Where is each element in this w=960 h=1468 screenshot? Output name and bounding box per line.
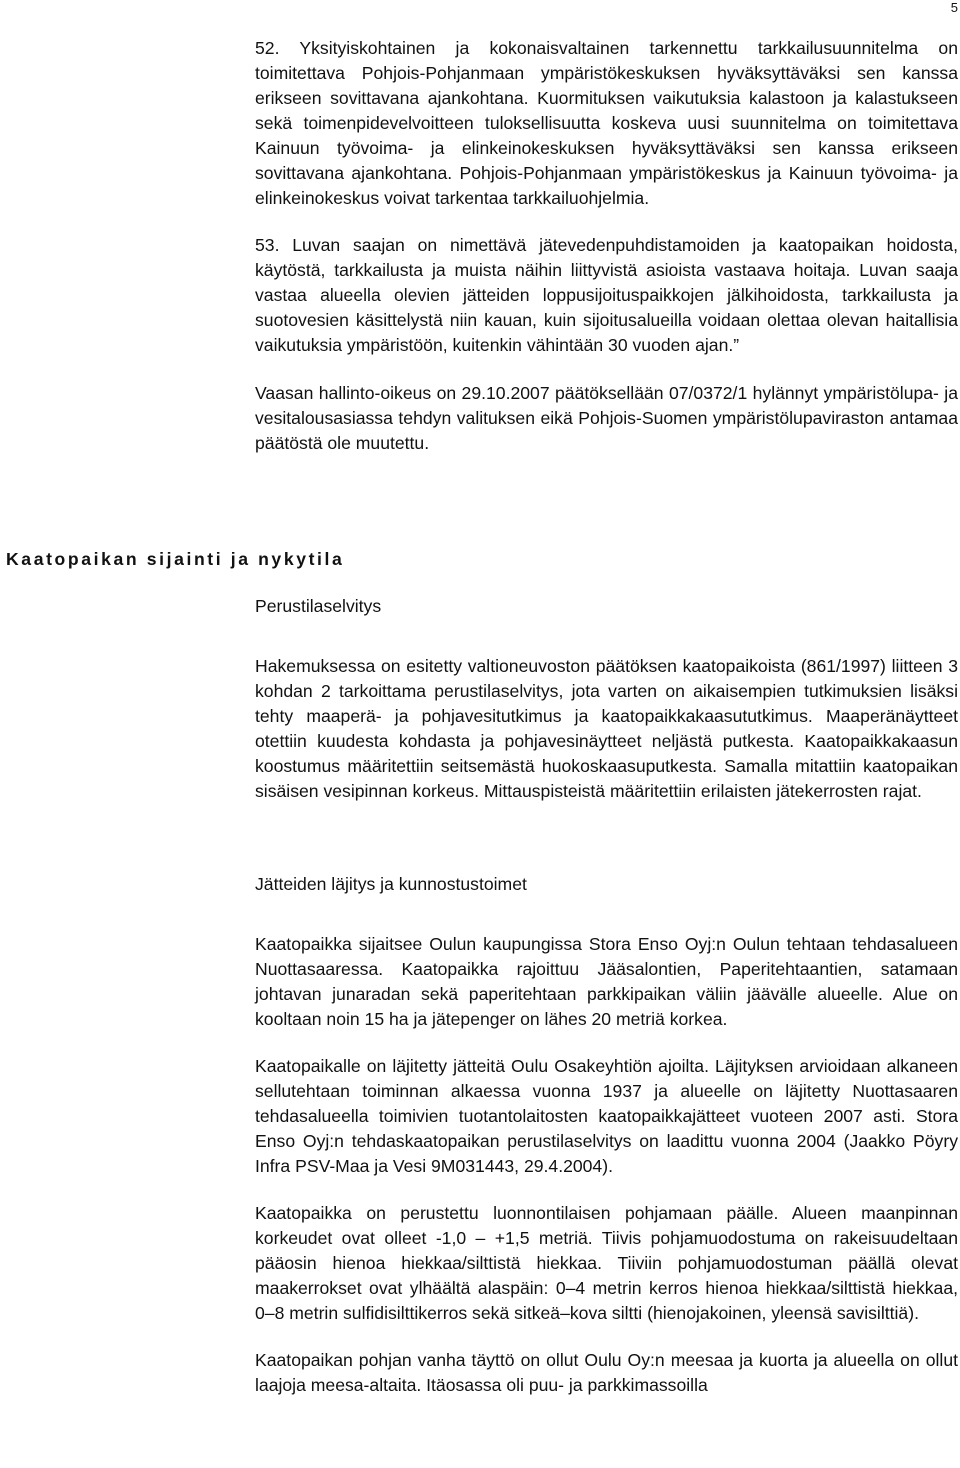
paragraph-fill: Kaatopaikan pohjan vanha täyttö on ollut Oulu Oy:n meesaa ja kuorta ja alueella on ollut laajoja meesa-altaita. Itäosassa oli puu- ja parkkimassoilla: [255, 1350, 958, 1395]
page-number: 5: [950, 0, 958, 15]
paragraph-history: Kaatopaikalle on läjitetty jätteitä Oulu Osakeyhtiön ajoilta. Läjityksen arvioidaan alkaneen sellutehtaan toiminnan alkaessa vuonna 1937 ja alueelle on läjitetty Nuottasaaren tehdasalueella toimivien tuotantolaitosten kaatopaikkajätteet vuoteen 2007 asti. Stora Enso Oyj:n tehdaskaatopaikan perustilaselvitys on laadittu vuonna 2004 (Jaakko Pöyry Infra PSV-Maa ja Vesi 9M031443, 29.4.2004).: [255, 1056, 958, 1176]
paragraph-soil: Kaatopaikka on perustettu luonnontilaisen pohjamaan päälle. Alueen maanpinnan korkeudet ovat olleet -1,0 – +1,5 metriä. Tiivis pohjamuodostuma on rakeisuudeltaan pääosin hienoa hiekkaa/silttistä hiekkaa. Tiiviin pohjamuodostuman päällä olevat maakerrokset ovat ylhäältä alaspäin: 0–4 metrin kerros hienoa hiekkaa/silttistä hiekkaa, 0–8 metrin sulfidisilttikerros sekä sitkeä–kova siltti (hienojakoinen, yleensä savisilttiä).: [255, 1203, 958, 1323]
paragraph-vaasa-court: Vaasan hallinto-oikeus on 29.10.2007 päätöksellään 07/0372/1 hylännyt ympäristölupa- ja vesitalousasiassa tehdyn valituksen eikä Pohjois-Suomen ympäristölupaviraston antamaa päätöstä ole muutettu.: [255, 383, 958, 453]
section-heading: Kaatopaikan sijainti ja nykytila: [6, 549, 345, 569]
paragraph-53: 53. Luvan saajan on nimettävä jätevedenpuhdistamoiden ja kaatopaikan hoidosta, käytöstä, tarkkailusta ja muista näihin liittyvistä asioista vastaava hoitaja. Luvan saaja vastaa alueella olevien jätteiden loppusijoituspaikkojen jälkihoidosta, tarkkailusta ja suotovesien käsittelystä niin kauan, kuin sijoitusalueilla voidaan olettaa olevan haitallisia vaikutuksia ympäristöön, kuitenkin vähintään 30 vuoden ajan.”: [255, 235, 958, 355]
paragraph-perustilaselvitys: Hakemuksessa on esitetty valtioneuvoston päätöksen kaatopaikoista (861/1997) liitteen 3 kohdan 2 tarkoittama perustilaselvitys, jota varten on aikaisempien tutkimuksien lisäksi tehty maaperä- ja pohjavesitutkimus ja kaatopaikkakaasututkimus. Maaperänäytteet otettiin kuudesta kohdasta ja pohjavesinäytteet neljästä putkesta. Kaatopaikkakaasun koostumus määritettiin seitsemästä huokoskaasuputkesta. Samalla mitattiin kaatopaikan sisäisen vesipinnan korkeus. Mittauspisteistä määritettiin erilaisten jätekerrosten rajat.: [255, 656, 958, 801]
paragraph-location: Kaatopaikka sijaitsee Oulun kaupungissa Stora Enso Oyj:n Oulun tehtaan tehdasalueen Nuottasaaressa. Kaatopaikka rajoittuu Jääsalontien, Paperitehtaantien, satamaan johtavan junaradan sekä paperitehtaan parkkipaikan väliin jäävälle alueelle. Alue on kooltaan noin 15 ha ja jätepenger on lähes 20 metriä korkea.: [255, 934, 958, 1029]
paragraph-52: 52. Yksityiskohtainen ja kokonaisvaltainen tarkennettu tarkkailusuunnitelma on toimitettava Pohjois-Pohjanmaan ympäristökeskuksen hyväksyttäväksi sen kanssa erikseen sovittavana ajankohtana. Kuormituksen vaikutuksia kalastoon ja kalastukseen sekä toimenpidevelvoitteen tuloksellisuutta koskeva uusi suunnitelma on toimitettava Kainuun työvoima- ja elinkeinokeskuksen hyväksyttäväksi sen kanssa erikseen sovittavana ajankohtana. Pohjois-Pohjanmaan ympäristökeskus ja Kainuun työvoima- ja elinkeinokeskus voivat tarkentaa tarkkailuohjelmia.: [255, 38, 958, 208]
subheading-jatteiden-lajitys: Jätteiden läjitys ja kunnostustoimet: [255, 874, 527, 894]
subheading-perustilaselvitys: Perustilaselvitys: [255, 596, 382, 616]
document-body-section: [255, 594, 958, 1398]
document-body-top: [255, 36, 958, 456]
